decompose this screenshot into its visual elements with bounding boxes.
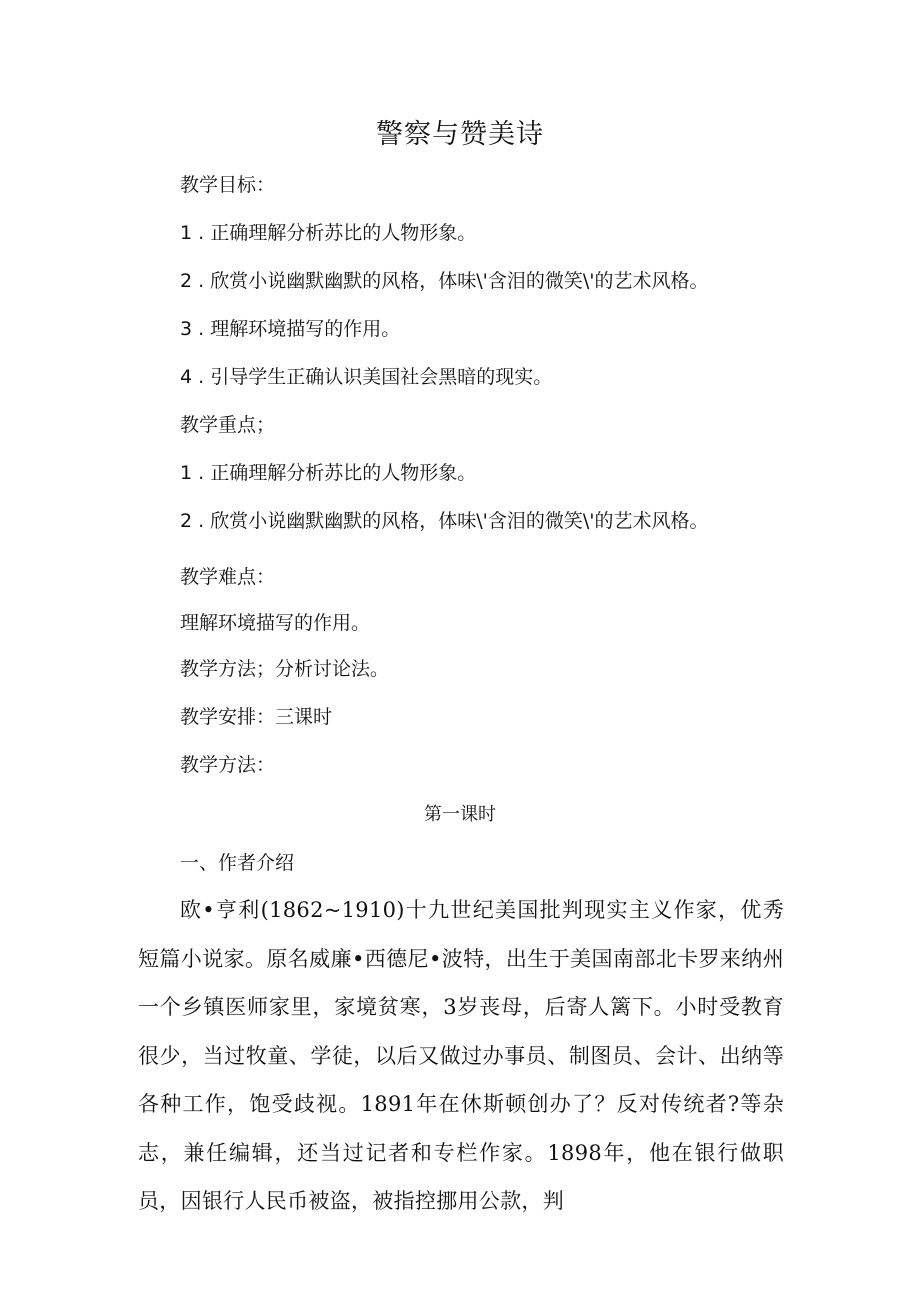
lesson-heading: 第一课时	[424, 804, 496, 825]
objectives-heading: 教学目标：	[180, 174, 276, 196]
objective-item: 1 . 正确理解分析苏比的人物形象。	[180, 222, 477, 244]
objective-item: 3 . 理解环境描写的作用。	[180, 318, 401, 340]
method2-text: 教学方法：	[180, 754, 276, 776]
arrangement-text: 教学安排：三课时	[180, 706, 333, 728]
section-heading: 一、作者介绍	[180, 852, 295, 874]
document-title: 警察与赞美诗	[376, 119, 544, 150]
method-text: 教学方法；分析讨论法。	[180, 658, 390, 680]
difficulty-heading: 教学难点：	[180, 566, 276, 588]
key-point-item: 1 . 正确理解分析苏比的人物形象。	[180, 462, 477, 484]
author-paragraph: 欧•亨利(1862~1910)十九世纪美国批判现实主义作家，优秀短篇小说家。原名威廉•西德尼•波特，出生于美国南部北卡罗来纳州一个乡镇医师家里，家境贫寒，3岁丧母，后寄人篱下。小时受教育很少，当过牧童、学徒，以后又做过办事员、制图员、会计、出纳等各种工作，饱受歧视。1891年在休斯顿创办了？反对传统者?等杂志，兼任编辑，还当过记者和专栏作家。1898年，他在银行做职员，因银行人民币被盗，被指控挪用公款，判	[138, 898, 784, 1213]
objective-item: 4 . 引导学生正确认识美国社会黑暗的现实。	[180, 366, 553, 388]
key-points-heading: 教学重点；	[180, 414, 276, 436]
difficulty-text: 理解环境描写的作用。	[180, 612, 371, 634]
objective-item: 2 . 欣赏小说幽默幽默的风格，体味\'含泪的微笑\'的艺术风格。	[180, 270, 709, 292]
key-point-item: 2 . 欣赏小说幽默幽默的风格，体味\'含泪的微笑\'的艺术风格。	[180, 510, 709, 532]
